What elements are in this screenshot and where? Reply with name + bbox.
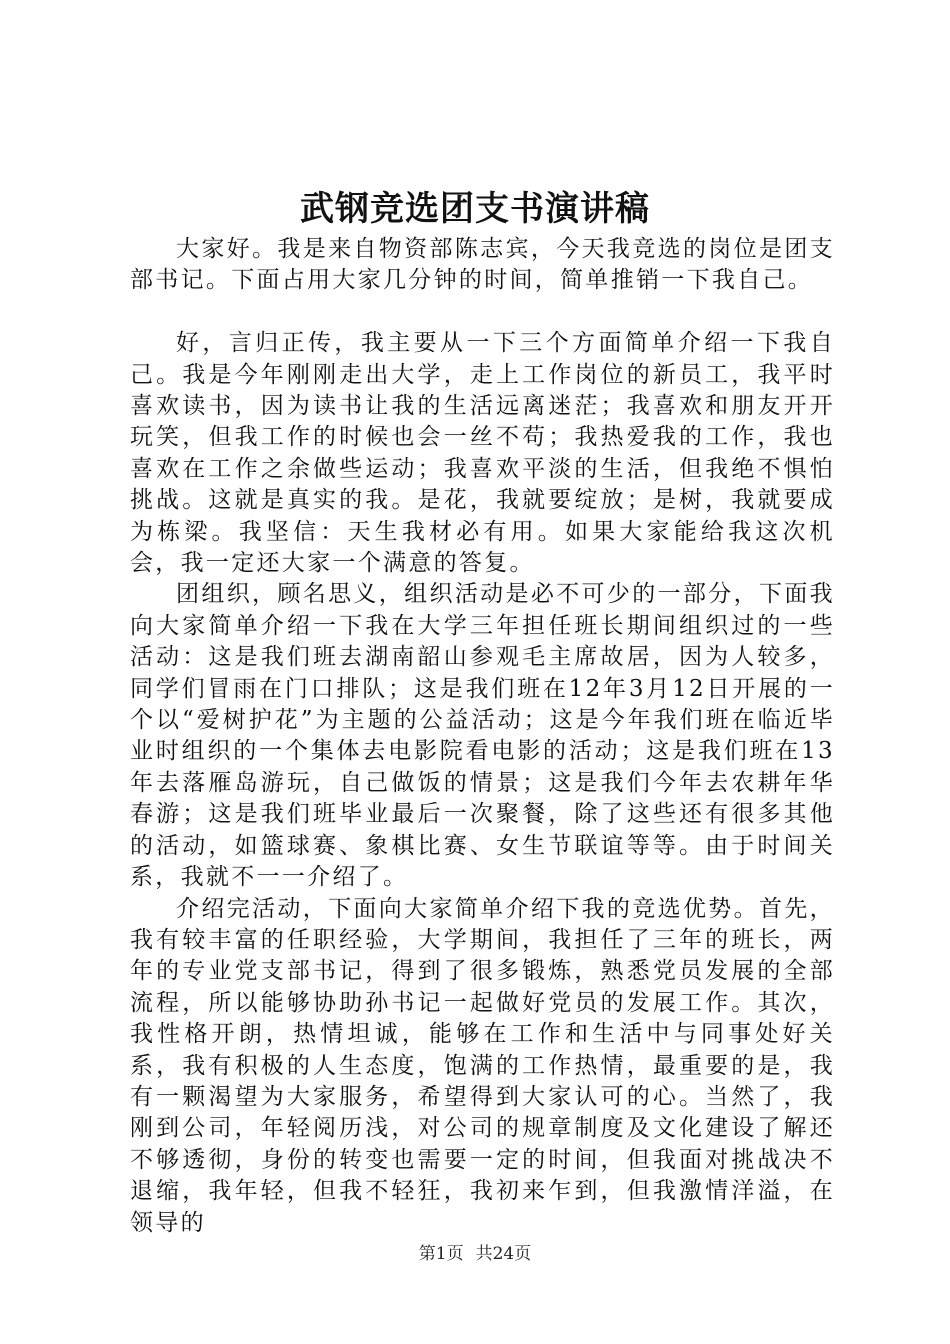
- document-body: [130, 234, 835, 1239]
- paragraph-greeting: 大家好。我是来自物资部陈志宾，今天我竞选的岗位是团支部书记。下面占用大家几分钟的时间，简单推销一下我自己。: [130, 236, 835, 294]
- page-number: 第1页: [418, 1244, 464, 1264]
- document-title: 武钢竞选团支书演讲稿: [300, 189, 650, 229]
- paragraph-advantages: 介绍完活动，下面向大家简单介绍下我的竞选优势。首先，我有较丰富的任职经验，大学期间，我担任了三年的班长，两年的专业党支部书记，得到了很多锻炼，熟悉党员发展的全部流程，所以能够协助孙书记一起做好党员的发展工作。其次，我性格开朗，热情坦诚，能够在工作和生活中与同事处好关系，我有积极的人生态度，饱满的工作热情，最重要的是，我有一颗渴望为大家服务，希望得到大家认可的心。当然了，我刚到公司，年轻阅历浅，对公司的规章制度及文化建设了解还不够透彻，身份的转变也需要一定的时间，但我面对挑战决不退缩，我年轻，但我不轻狂，我初来乍到，但我激情洋溢，在领导的: [130, 895, 835, 1236]
- page-footer: [0, 1242, 950, 1266]
- paragraph-self-introduction: 好，言归正传，我主要从一下三个方面简单介绍一下我自己。我是今年刚刚走出大学，走上工作岗位的新员工，我平时喜欢读书，因为读书让我的生活远离迷茫；我喜欢和朋友开开玩笑，但我工作的时候也会一丝不苟；我热爱我的工作，我也喜欢在工作之余做些运动；我喜欢平淡的生活，但我绝不惧怕挑战。这就是真实的我。是花，我就要绽放；是树，我就要成为栋梁。我坚信：天生我材必有用。如果大家能给我这次机会，我一定还大家一个满意的答复。: [130, 330, 835, 577]
- paragraph-activities: 团组织，顾名思义，组织活动是必不可少的一部分，下面我向大家简单介绍一下我在大学三年担任班长期间组织过的一些活动：这是我们班去湖南韶山参观毛主席故居，因为人较多，同学们冒雨在门口排队；这是我们班在12年3月12日开展的一个以“爱树护花”为主题的公益活动；这是今年我们班在临近毕业时组织的一个集体去电影院看电影的活动；这是我们班在13年去落雁岛游玩，自己做饭的情景；这是我们今年去农耕年华春游；这是我们班毕业最后一次聚餐，除了这些还有很多其他的活动，如篮球赛、象棋比赛、女生节联谊等等。由于时间关系，我就不一一介绍了。: [130, 581, 835, 891]
- page-total: 共24页: [475, 1244, 532, 1264]
